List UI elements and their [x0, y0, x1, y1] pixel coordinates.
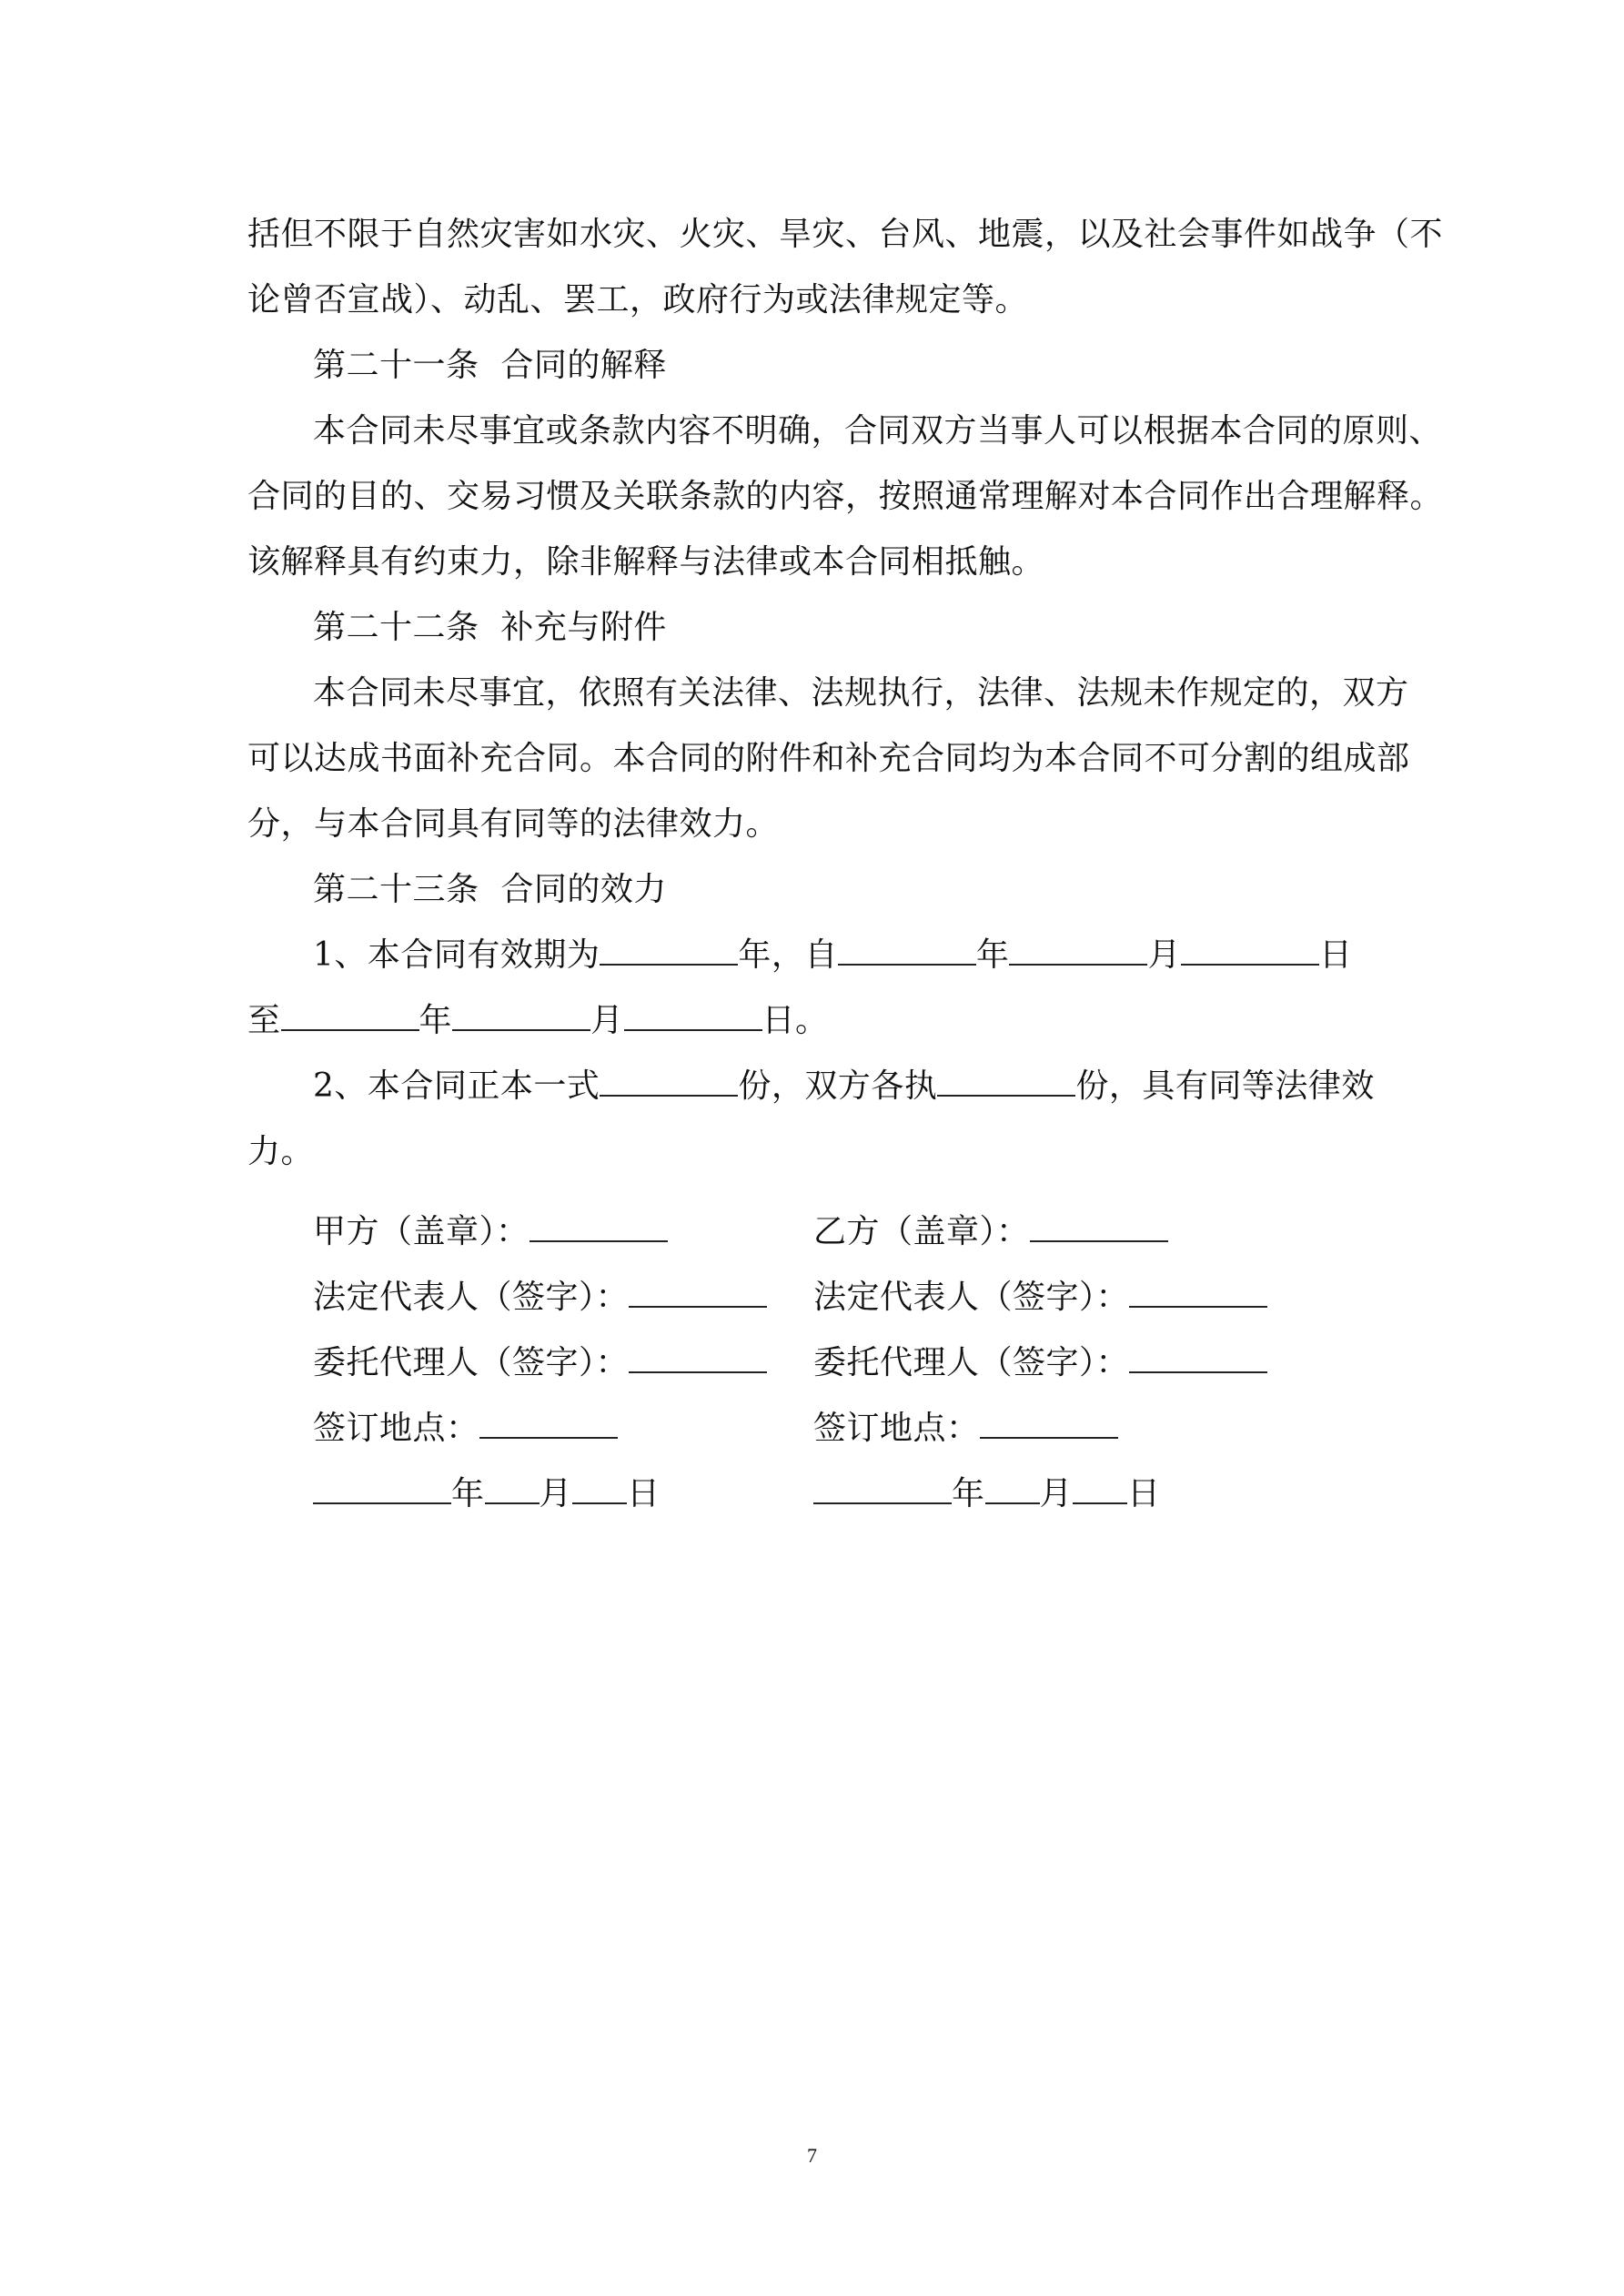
year-label: 年 — [952, 1475, 985, 1512]
paragraph-line: 本合同未尽事宜，依照有关法律、法规执行，法律、法规未作规定的，双方 — [313, 674, 1409, 712]
end-day-blank[interactable] — [624, 1002, 762, 1031]
day-label: 日 — [627, 1475, 661, 1512]
validity-period-blank[interactable] — [600, 936, 738, 966]
clause-text: 年，自 — [738, 936, 838, 974]
party-b-legal-rep-blank[interactable] — [1129, 1279, 1267, 1308]
party-b-agent-label: 委托代理人（签字）： — [813, 1344, 1130, 1381]
article-22-heading: 第二十二条 补充与附件 — [313, 609, 667, 646]
party-b-legal-rep-label: 法定代表人（签字）： — [813, 1279, 1130, 1316]
party-a-place-blank[interactable] — [479, 1410, 618, 1439]
party-a-day-blank[interactable] — [572, 1475, 627, 1504]
end-year-blank[interactable] — [281, 1002, 419, 1031]
end-month-blank[interactable] — [452, 1002, 590, 1031]
page-number: 7 — [807, 2144, 817, 2167]
clause-text: 2、本合同正本一式 — [313, 1067, 600, 1105]
party-b-day-blank[interactable] — [1073, 1475, 1127, 1504]
party-b-month-blank[interactable] — [985, 1475, 1040, 1504]
day-label: 日 — [1127, 1475, 1161, 1512]
party-a-month-blank[interactable] — [485, 1475, 540, 1504]
party-b-seal-label: 乙方（盖章）： — [813, 1213, 1030, 1250]
paragraph-line: 可以达成书面补充合同。本合同的附件和补充合同均为本合同不可分割的组成部 — [247, 740, 1410, 777]
month-label: 月 — [539, 1475, 573, 1512]
clause-text: 日。 — [762, 1002, 829, 1039]
party-a-place-label: 签订地点： — [313, 1410, 479, 1447]
contract-body — [247, 202, 1444, 1185]
start-day-blank[interactable] — [1181, 936, 1319, 966]
clause-text: 份，双方各执 — [738, 1067, 938, 1105]
party-b-seal-blank[interactable] — [1030, 1213, 1168, 1242]
party-b-legal-rep-row — [813, 1265, 1450, 1330]
party-a-legal-rep-label: 法定代表人（签字）： — [313, 1279, 630, 1316]
copies-clause-line-1 — [247, 1054, 1394, 1119]
party-b-year-blank[interactable] — [813, 1475, 952, 1504]
party-b-agent-blank[interactable] — [1129, 1344, 1267, 1373]
paragraph-line: 本合同未尽事宜或条款内容不明确，合同双方当事人可以根据本合同的原则、 — [313, 412, 1443, 450]
party-b-date-row — [813, 1462, 1450, 1527]
party-b-place-blank[interactable] — [980, 1410, 1118, 1439]
party-a-agent-label: 委托代理人（签字）： — [313, 1344, 630, 1381]
party-a-year-blank[interactable] — [313, 1475, 451, 1504]
clause-text: 1、本合同有效期为 — [313, 936, 600, 974]
clause-text: 至 — [247, 1002, 281, 1039]
clause-text: 月 — [1147, 936, 1181, 974]
article-23-heading: 第二十三条 合同的效力 — [313, 871, 667, 908]
party-b-place-row — [813, 1396, 1450, 1462]
clause-text: 年 — [419, 1002, 453, 1039]
copies-each-blank[interactable] — [937, 1067, 1075, 1097]
paragraph-line: 括但不限于自然灾害如水灾、火灾、旱灾、台风、地震，以及社会事件如战争（不 — [247, 216, 1444, 253]
party-a-seal-blank[interactable] — [530, 1213, 668, 1242]
month-label: 月 — [1039, 1475, 1074, 1512]
party-a-legal-rep-blank[interactable] — [629, 1279, 767, 1308]
paragraph-line: 分，与本合同具有同等的法律效力。 — [247, 805, 780, 843]
clause-text: 年 — [975, 936, 1010, 974]
paragraph-line: 论曾否宣战）、动乱、罢工，政府行为或法律规定等。 — [247, 281, 1029, 319]
clause-text: 日 — [1318, 936, 1353, 974]
article-21-heading: 第二十一条 合同的解释 — [313, 347, 667, 384]
start-year-blank[interactable] — [838, 936, 976, 966]
copies-total-blank[interactable] — [600, 1067, 738, 1097]
party-b-agent-row — [813, 1330, 1450, 1396]
party-b-signature-block — [813, 1199, 1450, 1527]
paragraph-line: 合同的目的、交易习惯及关联条款的内容，按照通常理解对本合同作出合理解释。 — [247, 478, 1444, 515]
copies-clause-line-2: 力。 — [247, 1133, 315, 1170]
year-label: 年 — [451, 1475, 485, 1512]
validity-clause-line-1 — [247, 923, 1394, 988]
clause-text: 月 — [590, 1002, 624, 1039]
party-a-seal-label: 甲方（盖章）： — [313, 1213, 530, 1250]
party-b-place-label: 签订地点： — [813, 1410, 980, 1447]
party-a-agent-blank[interactable] — [629, 1344, 767, 1373]
party-b-seal-row — [813, 1199, 1450, 1265]
validity-clause-line-2 — [247, 988, 1394, 1054]
paragraph-line: 该解释具有约束力，除非解释与法律或本合同相抵触。 — [247, 543, 1045, 581]
clause-text: 份，具有同等法律效 — [1075, 1067, 1375, 1105]
start-month-blank[interactable] — [1009, 936, 1147, 966]
